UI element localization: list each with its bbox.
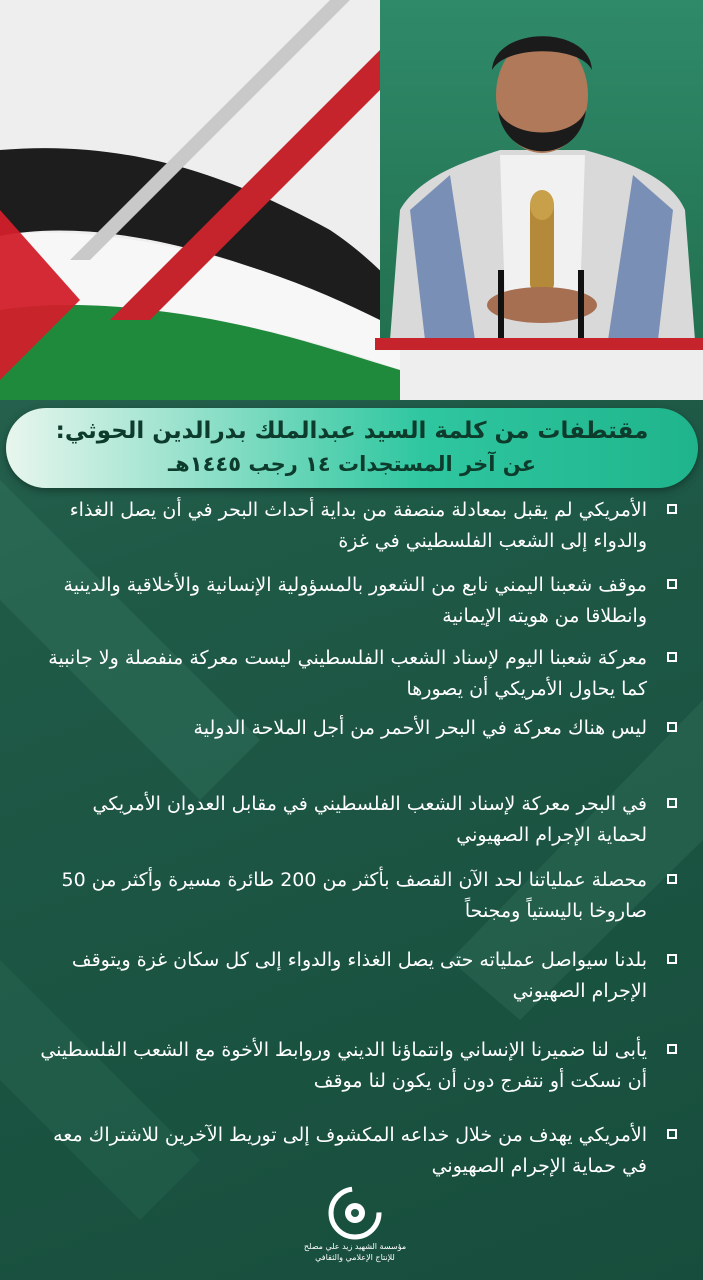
list-item-text: الأمريكي يهدف من خلال خداعه المكشوف إلى توريط الآخرين للاشتراك معه في حماية الإجرام الصهيوني	[53, 1124, 647, 1177]
bullet-square-icon	[667, 798, 677, 808]
speaker-portrait	[380, 0, 703, 340]
bullet-square-icon	[667, 652, 677, 662]
hero-banner	[0, 0, 703, 400]
bullet-square-icon	[667, 504, 677, 514]
list-item-text: في البحر معركة لإسناد الشعب الفلسطيني في مقابل العدوان الأمريكي لحماية الإجرام الصهيوني	[92, 793, 647, 846]
bullet-square-icon	[667, 722, 677, 732]
logo-subtitle: للإنتاج الإعلامي والثقافي	[315, 1253, 395, 1262]
list-item	[40, 1035, 683, 1097]
list-item	[40, 570, 683, 632]
bullet-square-icon	[667, 1129, 677, 1139]
foundation-logo	[300, 1185, 410, 1273]
list-item	[40, 865, 683, 927]
list-item-text: موقف شعبنا اليمني نابع من الشعور بالمسؤولية الإنسانية والأخلاقية والدينية وانطلاقا من هويته الإيمانية	[63, 574, 647, 627]
list-item	[40, 789, 683, 851]
bullet-square-icon	[667, 579, 677, 589]
list-item	[40, 495, 683, 557]
list-item-text: ليس هناك معركة في البحر الأحمر من أجل الملاحة الدولية	[193, 717, 647, 739]
list-item	[40, 945, 683, 1007]
list-item-text: بلدنا سيواصل عملياته حتى يصل الغذاء والدواء إلى كل سكان غزة ويتوقف الإجرام الصهيوني	[71, 949, 647, 1002]
list-item-text: يأبى لنا ضميرنا الإنساني وانتماؤنا الديني وروابط الأخوة مع الشعب الفلسطيني أن نسكت أو نتفرج دون أن يكون لنا موقف	[40, 1039, 647, 1092]
page-title: مقتطفات من كلمة السيد عبدالملك بدرالدين الحوثي:	[55, 418, 649, 444]
red-accent-bar	[375, 338, 703, 350]
title-banner	[6, 408, 698, 488]
bullet-square-icon	[667, 954, 677, 964]
list-item-text: الأمريكي لم يقبل بمعادلة منصفة من بداية أحداث البحر في أن يصل الغذاء والدواء إلى الشعب الفلسطيني في غزة	[69, 499, 647, 552]
list-item	[40, 713, 683, 744]
list-item	[40, 643, 683, 705]
bullet-square-icon	[667, 874, 677, 884]
logo-name: مؤسسة الشهيد زيد علي مصلح	[303, 1242, 407, 1251]
list-item-text: معركة شعبنا اليوم لإسناد الشعب الفلسطيني ليست معركة منفصلة ولا جانبية كما يحاول الأمريكي أن يصورها	[48, 647, 647, 700]
list-item	[40, 1120, 683, 1182]
foundation-logo-icon	[327, 1185, 383, 1241]
list-item-text: محصلة عملياتنا لحد الآن القصف بأكثر من 200 طائرة مسيرة وأكثر من 50 صاروخا باليستياً ومجنحاً	[61, 869, 647, 922]
page-subtitle: عن آخر المستجدات ١٤ رجب ١٤٤٥هـ	[168, 452, 536, 476]
bullet-square-icon	[667, 1044, 677, 1054]
